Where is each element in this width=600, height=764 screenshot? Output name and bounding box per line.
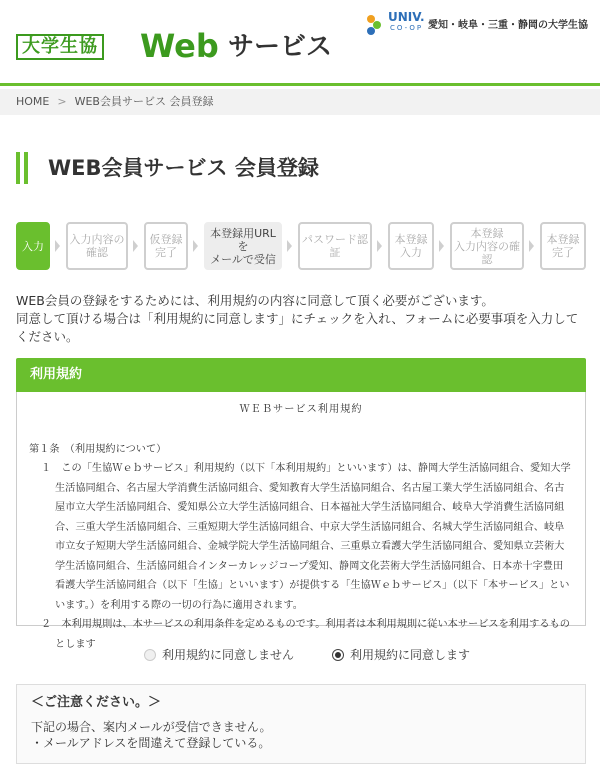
terms-header: 利用規約: [16, 358, 586, 392]
step-full-confirm: 本登録 入力内容の確 認: [450, 222, 524, 270]
agreement-options: [0, 646, 600, 666]
step-arrow-icon: [133, 240, 138, 252]
intro-line: WEB会員の登録をするためには、利用規約の内容に同意して頂く必要がございます。: [16, 293, 494, 308]
disagree-label[interactable]: 利用規約に同意しません: [162, 648, 295, 662]
notice-line: ・メールアドレスを間違えて登録している。: [31, 736, 271, 750]
coop-logo-sub: CO-OP: [390, 24, 424, 32]
radio-checked-icon[interactable]: [332, 649, 344, 661]
site-header: [0, 0, 600, 86]
registration-steps: [16, 222, 586, 270]
step-arrow-icon: [287, 240, 292, 252]
intro-line: 同意して頂ける場合は「利用規約に同意します」にチェックを入れ、フォームに必要事項を入力してください。: [16, 311, 579, 344]
notice-box: [16, 684, 586, 764]
region-label: 愛知・岐阜・三重・静岡の大学生協: [428, 20, 588, 31]
step-confirm: 入力内容の 確認: [66, 222, 128, 270]
step-receive-url: 本登録用URL を メールで受信: [204, 222, 282, 270]
step-full-input: 本登録 入力: [388, 222, 434, 270]
title-accent-bar: [16, 152, 20, 184]
step-input: 入力: [16, 222, 50, 270]
univ-logo-text: UNIV.: [388, 10, 425, 24]
title-accent-bar: [24, 152, 28, 184]
terms-document-title: ＷＥＢサービス利用規約: [239, 404, 363, 415]
coop-logo[interactable]: 大学生協: [16, 34, 104, 60]
step-full-done: 本登録 完了: [540, 222, 586, 270]
breadcrumb: [0, 89, 600, 115]
notice-line: 下記の場合、案内メールが受信できません。: [31, 720, 272, 734]
service-logo-text[interactable]: サービス: [228, 32, 333, 62]
page-title: WEB会員サービス 会員登録: [48, 156, 319, 180]
notice-title: ＜ご注意ください。＞: [31, 695, 162, 710]
breadcrumb-current: WEB会員サービス 会員登録: [74, 95, 214, 108]
step-password-auth: パスワード認 証: [298, 222, 372, 270]
chevron-right-icon: >: [57, 95, 67, 108]
terms-paragraph: ２ 本利用規則は、本サービスの利用条件を定めるものです。利用者は本利用規則に従い本サービスを利用するものとします: [41, 619, 570, 650]
step-arrow-icon: [439, 240, 444, 252]
terms-scroll-box[interactable]: [16, 392, 586, 650]
agree-label[interactable]: 利用規約に同意します: [350, 648, 471, 662]
breadcrumb-home-link[interactable]: HOME: [16, 95, 50, 108]
agree-radio[interactable]: [332, 646, 470, 663]
disagree-radio[interactable]: [144, 646, 294, 663]
radio-unchecked-icon[interactable]: [144, 649, 156, 661]
web-logo-text[interactable]: Web: [140, 27, 219, 65]
step-arrow-icon: [193, 240, 198, 252]
intro-text: [16, 292, 586, 346]
terms-article-heading: 第１条 （利用規約について）: [29, 443, 167, 455]
step-arrow-icon: [55, 240, 60, 252]
step-arrow-icon: [529, 240, 534, 252]
step-provisional-done: 仮登録 完了: [144, 222, 188, 270]
step-arrow-icon: [377, 240, 382, 252]
terms-paragraph: １ この「生協Ｗｅｂサービス」利用規約（以下「本利用規約」といいます）は、静岡大学生活協同組合、愛知大学生活協同組合、名古屋大学消費生活協同組合、愛知教育大学生活協同組合、名古屋工業大学生活協同組合、名古屋市立大学生活協同組合、愛知県公立大学生活協同組合、日本福祉大学生活協同組合、岐阜大学消費生活協同組合、三重大学生活協同組合、三重短期大学生活協同組合、中京大学生活協同組合、名城大学生活協同組合、岐阜市立女子短期大学生活協同組合、金城学院大学生活協同組合、三重県立看護大学生活協同組合、愛知県立芸術大学生活協同組合、生活協同組合インターカレッジコープ愛知、静岡文化芸術大学生活協同組合、日本赤十字豊田看護大学生活協同組合（以下「生協」といいます）が提供する「生協Ｗｅｂサービス」（以下「本サービス」といいます。）を利用する際の一切の行為に適用されます。: [41, 463, 571, 611]
